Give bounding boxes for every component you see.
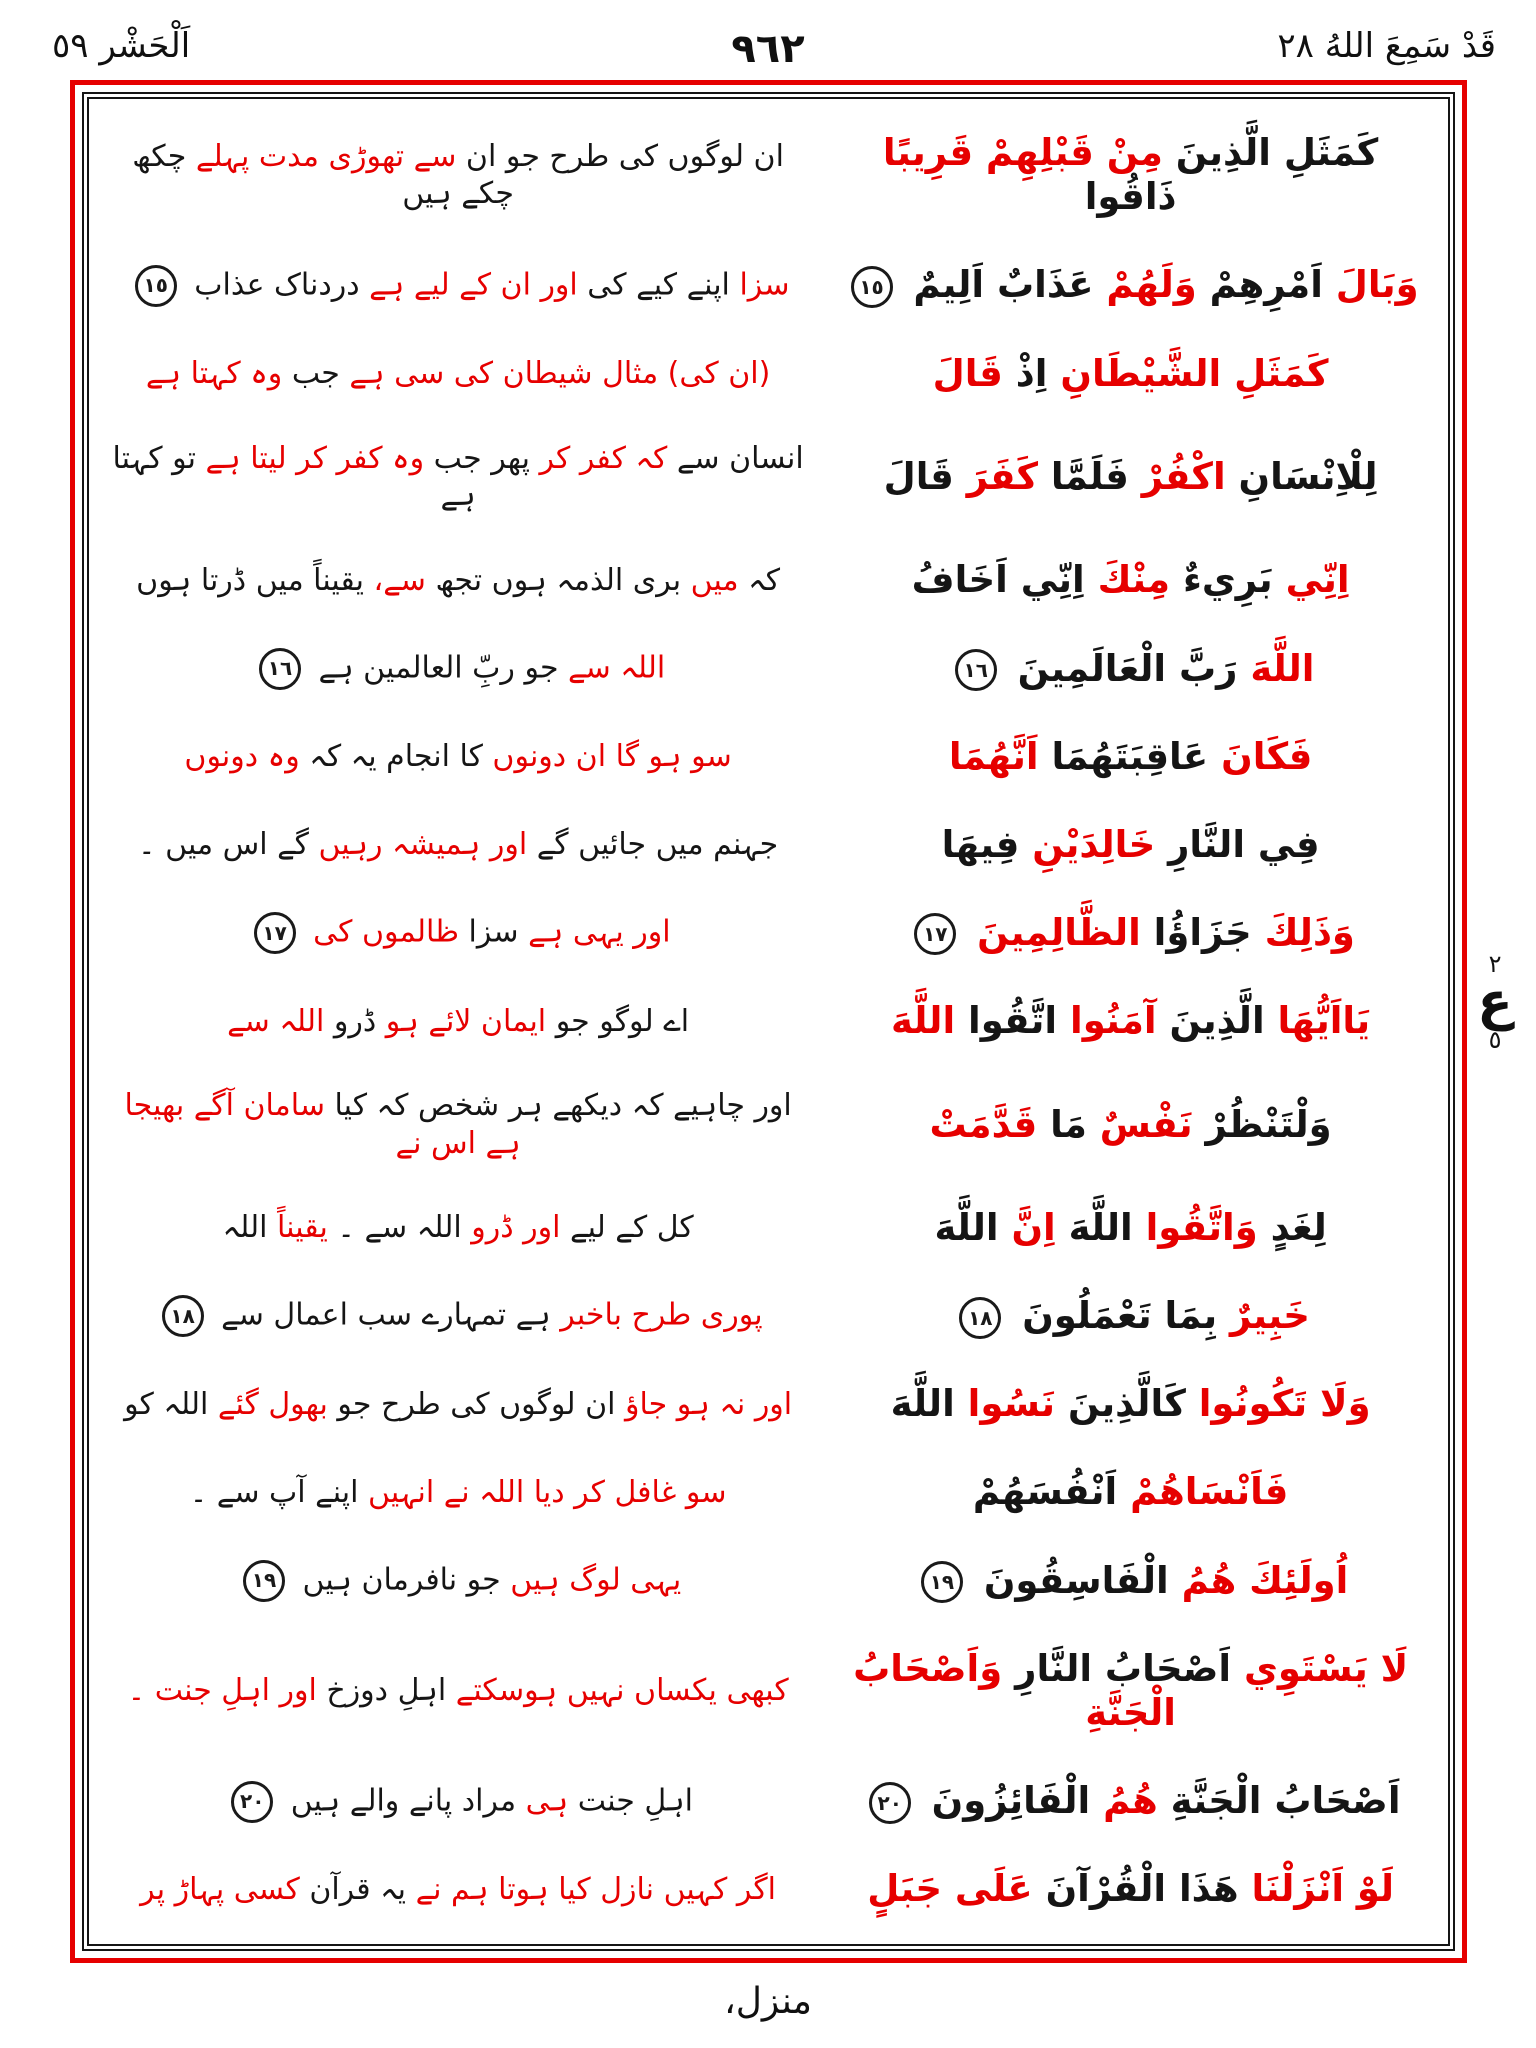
arabic-ayah-line — [833, 1779, 1428, 1824]
text-segment: وَلَا تَكُونُوا — [1198, 1382, 1371, 1426]
text-segment: الْفَاسِقُونَ — [983, 1558, 1169, 1602]
text-segment: جو نافرمان ہیں — [302, 1562, 501, 1598]
ayah-number-circle: ١٩ — [921, 1561, 963, 1603]
text-segment: کہ کفر کر — [539, 440, 668, 476]
text-segment: آمَنُوا — [1070, 999, 1157, 1043]
arabic-ayah-line — [833, 1647, 1428, 1736]
text-segment: جَزَاؤُا — [1153, 910, 1252, 954]
text-segment: مراد پانے والے ہیں — [290, 1783, 517, 1819]
text-segment: کبھی یکساں نہیں ہوسکتے — [455, 1673, 789, 1709]
text-segment: (ان کی) مثال شیطان کی سی ہے — [349, 356, 771, 392]
text-segment: كَالَّذِينَ — [1067, 1382, 1186, 1426]
text-segment: کسی پہاڑ پر — [140, 1871, 300, 1907]
text-segment: اپنے کیے کی — [587, 267, 730, 303]
text-segment: پھر جب — [433, 440, 530, 476]
ayah-number-circle: ١٩ — [243, 1560, 285, 1602]
text-segment: اِذْ — [1015, 351, 1048, 395]
ayah-row — [109, 735, 1428, 779]
text-segment: جہنم میں جائیں گے — [536, 827, 779, 863]
text-segment: لِلْاِنْسَانِ — [1238, 454, 1378, 498]
urdu-translation-line — [109, 265, 807, 307]
text-segment: وَاتَّقُوا — [1145, 1206, 1258, 1249]
urdu-translation-line — [109, 1209, 807, 1247]
text-segment: ڈرو — [333, 1003, 377, 1039]
ayah-number-circle: ١٦ — [259, 648, 301, 690]
ayah-row — [109, 558, 1428, 602]
text-segment: وہ کہتا ہے — [145, 356, 283, 392]
page-border-red — [70, 80, 1467, 1963]
urdu-translation-line — [109, 355, 807, 393]
text-segment: هَذَا الْقُرْآنَ — [1045, 1867, 1239, 1911]
page-number: ٩٦٢ — [731, 26, 805, 72]
text-segment: اگر کہیں نازل کیا ہوتا ہم نے — [415, 1871, 777, 1907]
juz-name: قَدْ سَمِعَ اللهُ ٢٨ — [1277, 26, 1496, 66]
arabic-ayah-line — [833, 1103, 1428, 1147]
urdu-translation-line — [109, 1295, 807, 1337]
text-segment: اِنِّي — [1285, 558, 1350, 602]
ayah-number-circle: ٢٠ — [869, 1782, 911, 1824]
surah-name: اَلْحَشْر ٥٩ — [52, 26, 191, 66]
ayah-row — [109, 1559, 1428, 1604]
text-segment: ایمان لائے ہو — [385, 1003, 547, 1039]
text-segment: بری الذمہ ہوں تجھ — [435, 562, 682, 598]
text-segment: اللَّهَ — [1250, 646, 1315, 690]
ayah-row — [109, 263, 1428, 308]
text-segment: اللَّهَ — [891, 999, 956, 1043]
text-segment: وَلَهُمْ — [1106, 263, 1197, 307]
ayah-row — [109, 1779, 1428, 1824]
text-segment: اللہ — [222, 1210, 268, 1246]
ayah-row — [109, 999, 1428, 1043]
text-segment: عَذَابٌ اَلِيمٌ — [913, 263, 1094, 307]
ayah-row — [109, 647, 1428, 692]
text-segment: ظالموں کی — [313, 914, 459, 950]
ayah-number-circle: ١٧ — [914, 913, 956, 955]
arabic-ayah-line — [833, 263, 1428, 308]
text-segment: اللہ سے — [568, 650, 666, 686]
text-segment: اِنِّي اَخَافُ — [911, 558, 1085, 602]
ayah-number-circle: ٢٠ — [231, 1781, 273, 1823]
text-segment: اللہ سے — [227, 1003, 325, 1039]
text-segment: مِنْكَ — [1097, 558, 1171, 602]
text-segment: فَاَنْسَاهُمْ — [1130, 1470, 1289, 1514]
urdu-translation-line — [109, 826, 807, 864]
text-segment: كَمَثَلِ الَّذِينَ — [1175, 130, 1379, 174]
ayah-row — [109, 1470, 1428, 1514]
ayah-rows — [99, 105, 1438, 1938]
text-segment: کل کے لیے — [570, 1210, 694, 1246]
ayah-number-circle: ١٨ — [959, 1297, 1001, 1339]
ayah-row — [109, 131, 1428, 220]
arabic-ayah-line — [833, 999, 1428, 1043]
arabic-ayah-line — [833, 1382, 1428, 1426]
urdu-translation-line — [109, 738, 807, 776]
urdu-translation-line — [109, 912, 807, 954]
urdu-translation-line — [109, 1672, 807, 1710]
text-segment: اكْفُرْ — [1141, 454, 1226, 498]
text-segment: اللہ کو — [124, 1386, 209, 1422]
urdu-translation-line — [109, 1386, 807, 1424]
arabic-ayah-line — [833, 735, 1428, 779]
text-segment: اور ہمیشہ رہیں — [318, 827, 528, 863]
text-segment: وہ کفر کر لیتا ہے — [205, 440, 425, 476]
ayah-row — [109, 1294, 1428, 1339]
manzil-label: منزل، — [724, 1981, 812, 2022]
ruku-marker — [1472, 952, 1518, 1052]
text-segment: لَوْ اَنْزَلْنَا — [1251, 1867, 1395, 1911]
urdu-translation-line — [109, 1560, 807, 1602]
text-segment: لَا يَسْتَوِي — [1243, 1646, 1409, 1690]
text-segment: کہ — [748, 562, 781, 598]
text-segment: فَكَانَ — [1221, 734, 1313, 778]
urdu-translation-line — [109, 440, 807, 515]
text-segment: وَلْتَنْظُرْ — [1205, 1102, 1332, 1146]
arabic-ayah-line — [833, 1206, 1428, 1250]
text-segment: چکھ چکے ہیں — [132, 138, 514, 212]
text-segment: رَبَّ الْعَالَمِينَ — [1017, 646, 1238, 690]
text-segment: جب — [291, 356, 340, 392]
ayah-row — [109, 1867, 1428, 1911]
ayah-number-circle: ١٦ — [955, 649, 997, 691]
text-segment: وہ دونوں — [184, 739, 300, 775]
text-segment: اللہ سے ۔ — [337, 1210, 462, 1246]
ruku-ain-symbol: ع — [1477, 972, 1513, 1032]
text-segment: سزا — [468, 914, 519, 950]
text-segment: اے لوگو جو — [555, 1003, 690, 1039]
text-segment: الَّذِينَ — [1169, 999, 1265, 1043]
ayah-row — [109, 1647, 1428, 1736]
text-segment: خَالِدَيْنِ — [1032, 822, 1156, 866]
arabic-ayah-line — [833, 131, 1428, 220]
urdu-translation-line — [109, 138, 807, 213]
text-segment: یقیناً — [277, 1210, 328, 1246]
text-segment: مِنْ قَبْلِهِمْ قَرِيبًا — [882, 130, 1163, 174]
ayah-row — [109, 911, 1428, 956]
ayah-number-circle: ١٥ — [851, 266, 893, 308]
text-segment: قَالَ — [883, 454, 954, 498]
ayah-row — [109, 352, 1428, 396]
ayah-row — [109, 823, 1428, 867]
text-segment: اللَّهَ — [934, 1206, 999, 1249]
text-segment: اور نہ ہو جاؤ — [625, 1386, 793, 1422]
text-segment: بِمَا تَعْمَلُونَ — [1022, 1294, 1218, 1338]
ayah-row — [109, 1087, 1428, 1162]
text-segment: کا انجام یہ کہ — [309, 739, 483, 775]
urdu-translation-line — [109, 1087, 807, 1162]
text-segment: مَا — [1050, 1102, 1087, 1146]
text-segment: اَنَّهُمَا — [948, 734, 1039, 778]
text-segment: بَرِيءٌ — [1182, 558, 1273, 602]
text-segment: كَمَثَلِ الشَّيْطَانِ — [1060, 351, 1329, 395]
text-segment: تو کہتا ہے — [112, 440, 476, 514]
text-segment: انسان سے — [676, 440, 804, 476]
text-segment: اتَّقُوا — [968, 999, 1058, 1043]
arabic-ayah-line — [833, 1294, 1428, 1339]
text-segment: ان لوگوں کی طرح جو ان — [465, 138, 784, 174]
text-segment: میں — [690, 562, 739, 598]
text-segment: اور چاہیے کہ دیکھے ہر شخص کہ کیا — [334, 1088, 792, 1124]
text-segment: اَصْحَابُ الْجَنَّةِ — [1170, 1779, 1401, 1823]
text-segment: فِيهَا — [941, 822, 1020, 866]
text-segment: اللَّهَ — [1068, 1206, 1133, 1249]
urdu-translation-line — [109, 1474, 807, 1512]
text-segment: دردناک عذاب — [194, 267, 360, 303]
text-segment: بھول گئے — [217, 1386, 328, 1422]
text-segment: گے اس میں ۔ — [138, 827, 309, 863]
ruku-count-bottom: ٥ — [1488, 1026, 1502, 1054]
arabic-ayah-line — [833, 647, 1428, 692]
arabic-ayah-line — [833, 1867, 1428, 1911]
text-segment: اَمْرِهِمْ — [1209, 263, 1323, 307]
text-segment: یہی لوگ ہیں — [510, 1562, 682, 1598]
text-segment: فِي النَّارِ — [1168, 822, 1320, 866]
text-segment: وَاَصْحَابُ الْجَنَّةِ — [853, 1646, 1176, 1735]
text-segment: وَبَالَ — [1335, 263, 1419, 307]
text-segment: یہ قرآن — [309, 1871, 407, 1907]
text-segment: اور اہلِ جنت ۔ — [127, 1673, 317, 1709]
text-segment: اُولَئِكَ هُمُ — [1181, 1558, 1349, 1602]
ayah-number-circle: ١٨ — [162, 1295, 204, 1337]
text-segment: اور ان کے لیے ہے — [369, 267, 578, 303]
text-segment: سو غافل کر دیا اللہ نے انہیں — [368, 1474, 727, 1510]
ayah-row — [109, 440, 1428, 515]
text-segment: يَااَيُّهَا — [1277, 999, 1371, 1043]
text-segment: قَالَ — [932, 351, 1003, 395]
text-segment: خَبِيرٌ — [1230, 1294, 1310, 1338]
arabic-ayah-line — [833, 352, 1428, 396]
ayah-row — [109, 1382, 1428, 1426]
page-border-black — [82, 92, 1455, 1951]
text-segment: ان لوگوں کی طرح جو — [337, 1386, 616, 1422]
text-segment: سزا — [739, 267, 790, 303]
ayah-number-circle: ١٥ — [135, 265, 177, 307]
text-segment: عَلَى جَبَلٍ — [867, 1867, 1033, 1911]
text-segment: اپنے آپ سے ۔ — [189, 1474, 359, 1510]
text-segment: ہے تمہارے سب اعمال سے — [221, 1297, 551, 1333]
text-segment: هُمُ — [1103, 1779, 1158, 1823]
text-segment: نَسُوا — [967, 1382, 1056, 1426]
arabic-ayah-line — [833, 911, 1428, 956]
text-segment: الْفَائِزُونَ — [931, 1779, 1091, 1823]
text-segment: اللَّهَ — [890, 1382, 955, 1426]
text-segment: اہلِ دوزخ — [326, 1673, 447, 1709]
urdu-translation-line — [109, 648, 807, 690]
ayah-number-circle: ١٧ — [254, 912, 296, 954]
text-segment: اِنَّ — [1011, 1206, 1056, 1249]
text-segment: ذَاقُوا — [1084, 175, 1177, 219]
text-segment: پوری طرح باخبر — [560, 1297, 763, 1333]
text-segment: نَفْسٌ — [1099, 1102, 1193, 1146]
text-segment: سامان آگے بھیجا ہے اس نے — [124, 1088, 521, 1161]
text-segment: سے تھوڑی مدت پہلے — [195, 138, 457, 174]
text-segment: لِغَدٍ — [1270, 1206, 1327, 1249]
text-segment: قَدَّمَتْ — [929, 1102, 1038, 1146]
arabic-ayah-line — [833, 558, 1428, 602]
text-segment: ہی — [525, 1783, 569, 1819]
text-segment: جو ربِّ العالمین ہے — [318, 650, 559, 686]
text-segment: سے، — [373, 562, 426, 598]
arabic-ayah-line — [833, 823, 1428, 867]
arabic-ayah-line — [833, 1559, 1428, 1604]
text-segment: اور یہی ہے — [528, 914, 671, 950]
text-segment: فَلَمَّا — [1050, 454, 1129, 498]
text-segment: اَنْفُسَهُمْ — [972, 1470, 1118, 1514]
urdu-translation-line — [109, 1003, 807, 1041]
text-segment: اَصْحَابُ النَّارِ — [1015, 1646, 1232, 1690]
text-segment: سو ہو گا ان دونوں — [492, 739, 732, 775]
arabic-ayah-line — [833, 455, 1428, 499]
text-segment: عَاقِبَتَهُمَا — [1051, 734, 1209, 778]
text-segment: اہلِ جنت — [577, 1783, 694, 1819]
urdu-translation-line — [109, 1781, 807, 1823]
text-segment: یقیناً میں ڈرتا ہوں — [136, 562, 364, 598]
arabic-ayah-line — [833, 1470, 1428, 1514]
text-segment: اور ڈرو — [471, 1210, 561, 1246]
text-segment: الظَّالِمِينَ — [977, 910, 1141, 954]
ruku-count-top: ٢ — [1488, 950, 1502, 978]
urdu-translation-line — [109, 1871, 807, 1909]
urdu-translation-line — [109, 562, 807, 600]
text-segment: وَذَلِكَ — [1264, 910, 1355, 954]
ayah-row — [109, 1206, 1428, 1250]
text-segment: كَفَرَ — [966, 454, 1038, 498]
